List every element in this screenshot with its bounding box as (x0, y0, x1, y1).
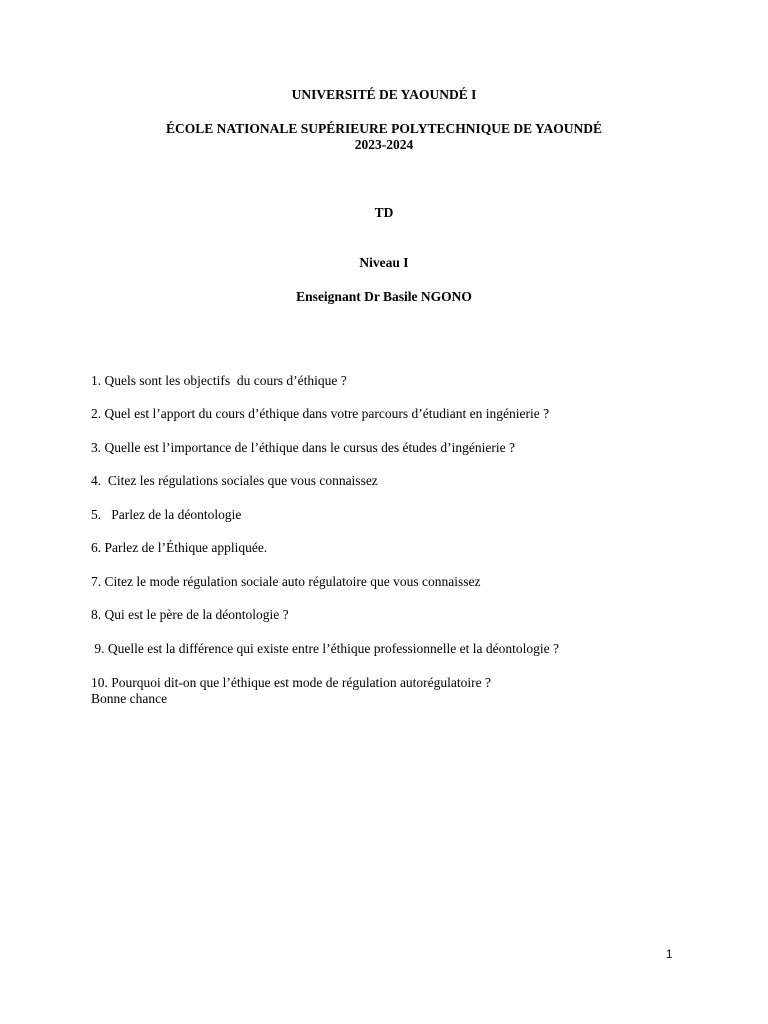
question-item: 10. Pourquoi dit-on que l’éthique est mode de régulation autorégulatoire ? (91, 675, 492, 690)
document-type: TD (374, 205, 394, 220)
teacher-name: Enseignant Dr Basile NGONO (296, 289, 472, 304)
question-item: 6. Parlez de l’Éthique appliquée. (91, 540, 268, 555)
question-item: 9. Quelle est la différence qui existe entre l’éthique professionnelle et la déontologie ? (91, 641, 559, 656)
question-item: 3. Quelle est l’importance de l’éthique dans le cursus des études d’ingénierie ? (91, 440, 515, 455)
page-number: 1 (666, 949, 673, 961)
academic-year: 2023-2024 (354, 137, 414, 152)
question-item: 1. Quels sont les objectifs du cours d’éthique ? (91, 373, 347, 388)
question-item: 4. Citez les régulations sociales que vous connaissez (91, 473, 378, 488)
question-item: 2. Quel est l’apport du cours d’éthique dans votre parcours d’étudiant en ingénierie ? (91, 406, 550, 421)
university-name: UNIVERSITÉ DE YAOUNDÉ I (291, 87, 477, 102)
school-name: ÉCOLE NATIONALE SUPÉRIEURE POLYTECHNIQUE DE YAOUNDÉ (166, 121, 602, 136)
question-item: 5. Parlez de la déontologie (91, 507, 242, 522)
question-item: 7. Citez le mode régulation sociale auto régulatoire que vous connaissez (91, 574, 481, 589)
closing-text: Bonne chance (91, 691, 168, 706)
level: Niveau I (359, 255, 409, 270)
question-item: 8. Qui est le père de la déontologie ? (91, 607, 289, 622)
